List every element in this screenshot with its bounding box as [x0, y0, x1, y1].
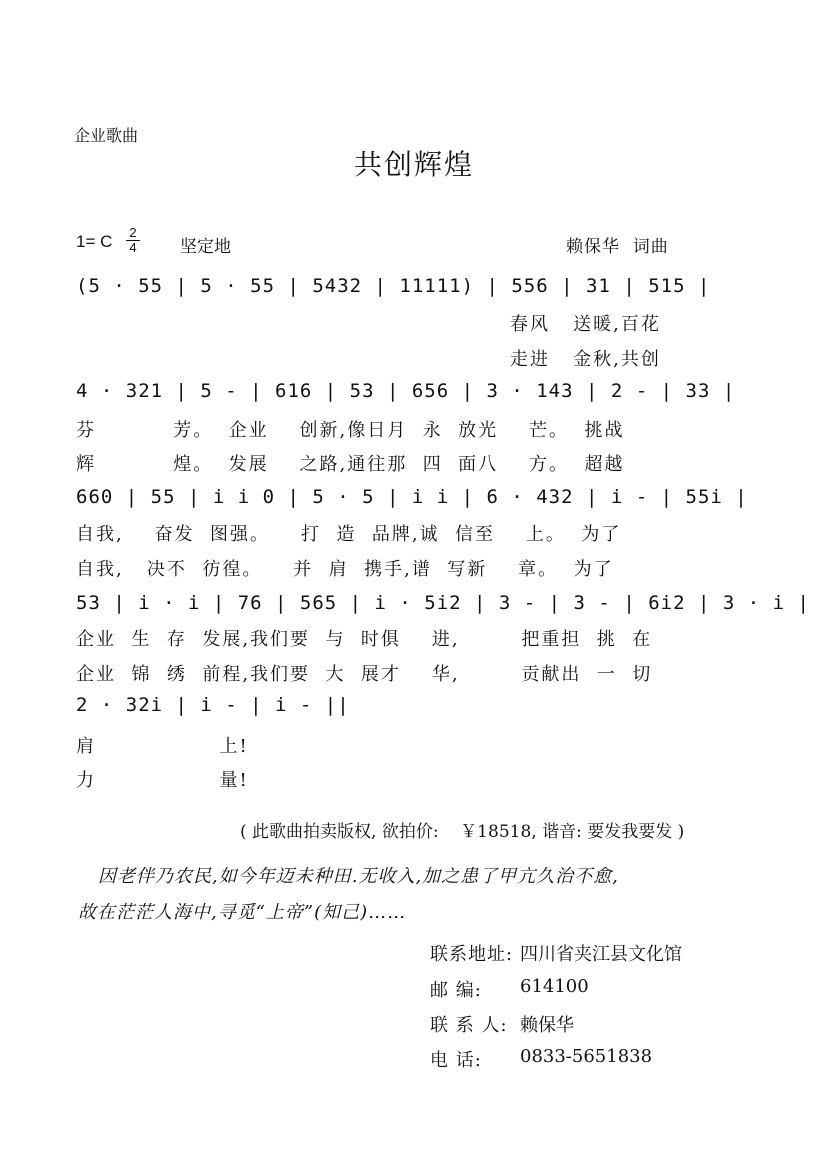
lyrics-row-1-verse-1: 春风 送暖,百花	[510, 314, 661, 335]
notation-row-3: 660 | 55 | i i 0 | 5 · 5 | i i | 6 · 432 | i - | 55i |	[76, 486, 748, 508]
address-value: 四川省夹江县文化馆	[520, 944, 682, 965]
contact-person-label: 联 系 人:	[430, 1015, 508, 1036]
notation-row-4: 53 | i · i | 76 | 565 | i · 5i2 | 3 - | 3 - | 6i2 | 3 · i |	[76, 592, 810, 614]
lyrics-row-1-verse-2: 走进 金秋,共创	[510, 349, 661, 370]
song-category: 企业歌曲	[74, 126, 139, 145]
lyrics-row-5-verse-2: 力 量!	[76, 770, 249, 791]
song-title: 共创辉煌	[353, 148, 474, 181]
story-line-1: 因老伴乃农民,如今年迈未种田.无收入,加之患了甲亢久治不愈,	[98, 866, 619, 887]
lyrics-row-4-verse-2: 企业 锦 绣 前程,我们要 大 展才 华, 贡献出 一 切	[76, 664, 653, 685]
phone-label: 电 话:	[430, 1050, 482, 1071]
lyrics-row-4-verse-1: 企业 生 存 发展,我们要 与 时俱 进, 把重担 挑 在	[76, 629, 653, 650]
lyrics-row-2-verse-1: 芬 芳。 企业 创新,像日月 永 放光 芒。 挑战	[76, 420, 625, 441]
postcode-value: 614100	[520, 976, 589, 997]
address-label: 联系地址:	[430, 944, 514, 965]
lyrics-row-2-verse-2: 辉 煌。 发展 之路,通往那 四 面八 方。 超越	[76, 454, 625, 475]
key-signature: 1= C	[76, 232, 113, 251]
lyrics-row-5-verse-1: 肩 上!	[76, 736, 249, 757]
lyrics-row-3-verse-1: 自我, 奋发 图强。 打 造 品牌,诚 信至 上。 为了	[76, 524, 622, 545]
notation-row-1: (5 · 55 | 5 · 55 | 5432 | 11111) | 556 | 31 | 515 |	[76, 275, 711, 297]
time-signature	[126, 226, 140, 255]
postcode-label: 邮 编:	[430, 980, 482, 1001]
notation-row-2: 4 · 321 | 5 - | 616 | 53 | 656 | 3 · 143 | 2 - | 33 |	[76, 380, 736, 402]
time-signature-top: 2	[126, 226, 140, 241]
time-signature-bottom: 4	[129, 240, 137, 255]
story-line-2: 故在茫茫人海中,寻觅“上帝”(知己)……	[78, 902, 407, 923]
tempo-marking: 坚定地	[180, 237, 231, 257]
phone-value: 0833-5651838	[520, 1046, 653, 1067]
lyrics-row-3-verse-2: 自我, 决不 彷徨。 并 肩 携手,谱 写新 章。 为了	[76, 559, 614, 580]
contact-person-value: 赖保华	[520, 1015, 574, 1036]
copyright-note: ( 此歌曲拍卖版权, 欲拍价: ￥18518, 谐音: 要发我要发 )	[240, 822, 685, 842]
author-credit: 赖保华 词曲	[566, 237, 669, 257]
notation-row-5: 2 · 32i | i - | i - ||	[76, 694, 350, 716]
